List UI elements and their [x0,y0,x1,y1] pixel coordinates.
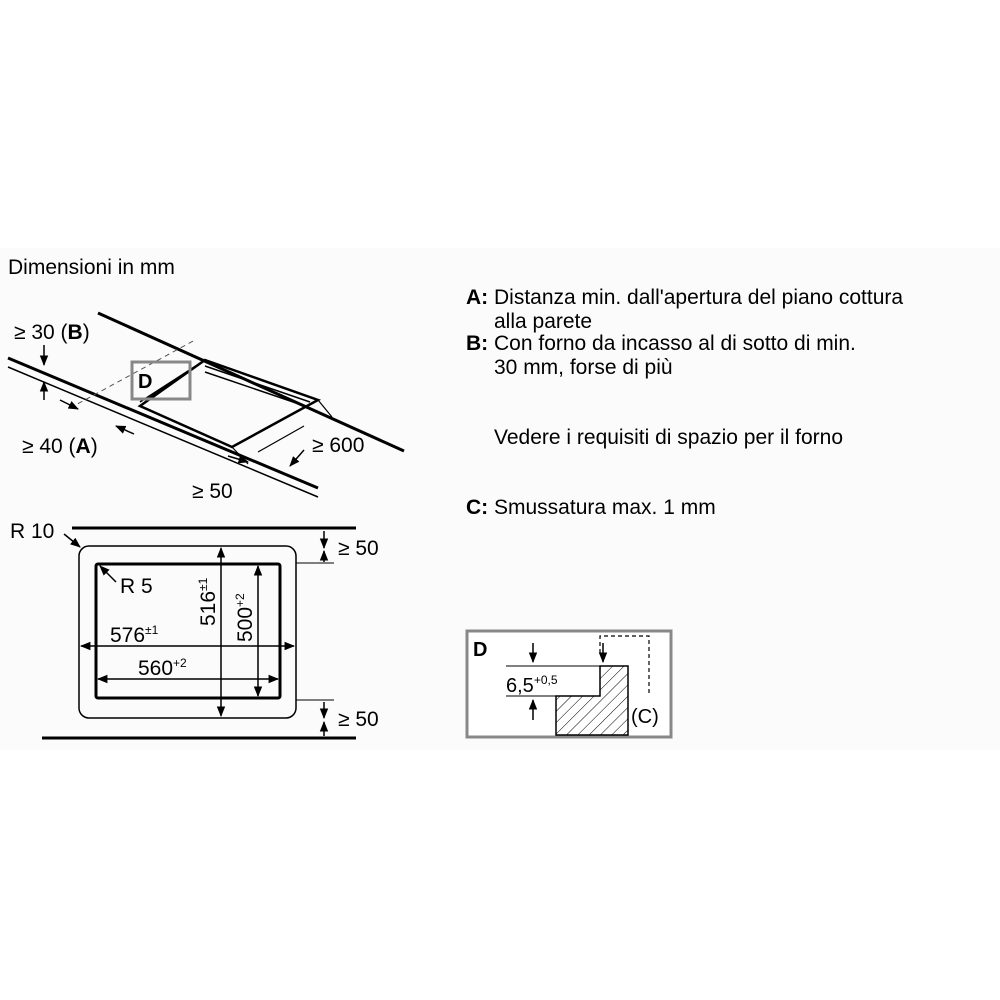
width-inner-label: $560^{+2}$ [138,656,187,680]
detail-d-marker-label: D [138,371,153,393]
perspective-view [8,313,404,503]
gap-bottom-label: ≥ 50 [338,708,379,731]
clearance-a-arrow-left [60,400,78,409]
radius-outer-arrow [64,534,80,547]
oven-space-note: Vedere i requisiti di spazio per il forno [494,426,844,449]
gap-top-label: ≥ 50 [338,537,379,560]
legend-key-b: B: [466,332,489,355]
legend-item-b [466,332,856,380]
legend-text-a-line1: Distanza min. dall'apertura del piano cottura [494,286,904,309]
radius-outer-label: R 10 [10,520,55,543]
clearance-50-label: ≥ 50 [192,480,233,503]
clearance-600-arrow [290,450,304,466]
clearance-a-label: ≥ 40 (A) [22,435,98,458]
legend-text-c-line1: Smussatura max. 1 mm [494,496,716,519]
legend-key-a: A: [466,286,489,309]
legend-text-b-line1: Con forno da incasso al di sotto di min. [494,332,856,355]
radius-inner-arrow [100,566,116,582]
legend-key-c: C: [466,496,489,519]
countertop-front-edge [8,358,318,488]
width-outer-label: $576^{\pm 1}$ [110,623,159,647]
legend-item-c [466,496,716,520]
clearance-a-arrow-right [116,426,134,434]
depth-inner-label: $500^{+2}$ [233,593,257,642]
detail-dimension-label: $6,5^{+0,5}$ [506,673,558,697]
chamfer-label: (C) [631,706,659,728]
legend-text-b-line2: 30 mm, forse di più [494,356,673,379]
detail-d-title: D [473,639,488,661]
detail-d-box [467,631,671,737]
plan-view [10,520,379,738]
legend-item-a [466,286,903,334]
radius-inner-label: R 5 [120,575,153,598]
clearance-600-label: ≥ 600 [312,434,365,457]
legend-text-a-line2: alla parete [494,310,593,333]
depth-outer-label: $516^{\pm 1}$ [196,577,220,626]
clearance-b-label: ≥ 30 (B) [14,321,90,344]
diagram-title: Dimensioni in mm [8,256,175,279]
